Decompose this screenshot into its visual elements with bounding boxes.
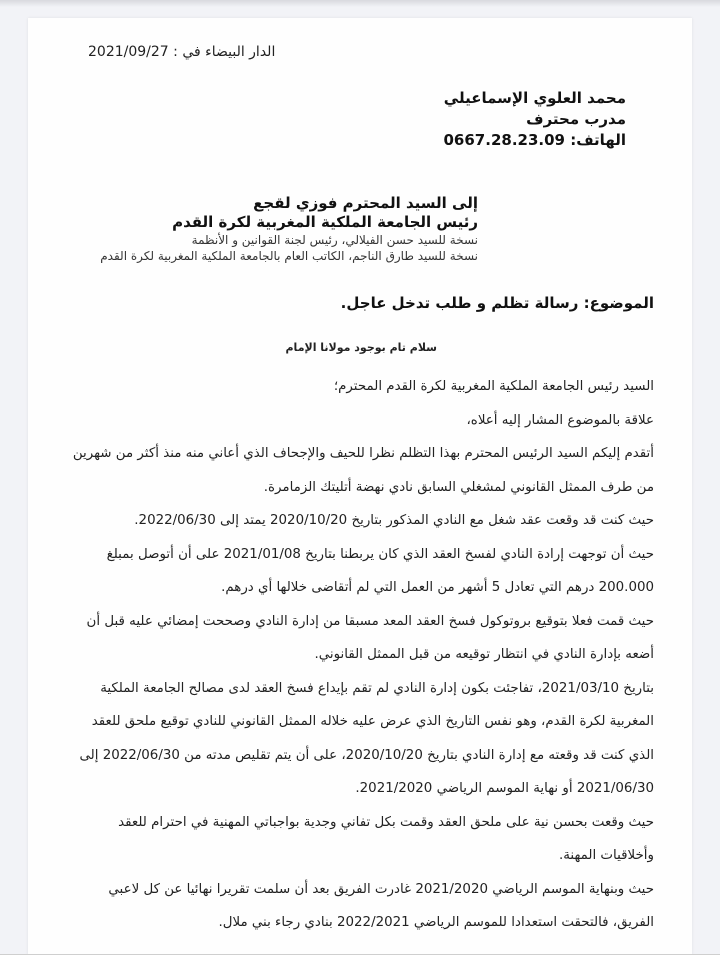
viewer-top-bar (0, 0, 720, 7)
body-paragraph: حيث قمت فعلا بتوقيع بروتوكول فسخ العقد المعد مسبقا من إدارة النادي وصححت إمضائي عليه قبل أن أضعه بإدارة النادي في انتظار توقيعه من قبل الممثل القانوني. (86, 613, 654, 662)
letter-body (64, 370, 654, 940)
greeting-line: سلام تام بوجود مولانا الإمام (285, 341, 437, 354)
body-paragraph: حيث وبنهاية الموسم الرياضي 2021/2020 غادرت الفريق بعد أن سلمت تقريرا نهائيا عن كل لاعبي الفريق، فالتحقت استعدادا للموسم الرياضي 2022/2021 بنادي رجاء بني ملال. (108, 881, 654, 930)
sender-name: محمد العلوي الإسماعيلي (443, 89, 626, 107)
body-paragraph: علاقة بالموضوع المشار إليه أعلاه، (466, 412, 654, 428)
cc-line-1: نسخة للسيد حسن الفيلالي، رئيس لجنة القوانين و الأنظمة (191, 233, 478, 247)
subject-line: الموضوع: رسالة تظلم و طلب تدخل عاجل. (340, 294, 654, 312)
date-line: الدار البيضاء في : 2021/09/27 (88, 44, 276, 60)
body-paragraph: أتقدم إليكم السيد الرئيس المحترم بهذا التظلم نظرا للحيف والإجحاف الذي أعاني منه منذ أكثر من شهرين من طرف الممثل القانوني لمشغلي السابق نادي نهضة أتليتك الزمامرة. (72, 446, 654, 495)
body-paragraph: حيث كنت قد وقعت عقد شغل مع النادي المذكور بتاريخ 2020/10/20 يمتد إلى 2022/06/30. (134, 513, 654, 528)
body-paragraph: السيد رئيس الجامعة الملكية المغربية لكرة القدم المحترم؛ (333, 379, 654, 394)
body-paragraph: حيث وقعت بحسن نية على ملحق العقد وقمت بكل تفاني وجدية بواجباتي المهنية في احترام للعقد وأخلاقيات المهنة. (118, 814, 654, 863)
cc-line-2: نسخة للسيد طارق الناجم، الكاتب العام بالجامعة الملكية المغربية لكرة القدم (100, 249, 478, 263)
sender-block (444, 88, 627, 151)
sender-phone: الهاتف: 0667.28.23.09 (443, 131, 626, 149)
document-page (28, 18, 692, 955)
recipient-line-2: رئيس الجامعة الملكية المغربية لكرة القدم (172, 213, 478, 231)
body-paragraph: حيث أن توجهت إرادة النادي لفسخ العقد الذي كان يربطنا بتاريخ 2021/01/08 على أن أتوصل بمبلغ 200.000 درهم التي تعادل 5 أشهر من العمل التي لم أتقاضى خلالها أي درهم. (106, 546, 654, 595)
recipient-block (100, 194, 478, 264)
sender-title: مدرب محترف (526, 110, 626, 128)
body-paragraph: بتاريخ 2021/03/10، تفاجئت بكون إدارة النادي لم تقم بإيداع فسخ العقد لدى مصالح الجامعة الملكية المغربية لكرة القدم، وهو نفس التاريخ الذي عرض عليه خلاله الممثل القانوني للنادي توقيع ملحق للعقد الذي كنت قد وقعته مع إدارة النادي بتاريخ 2020/10/20، على أن يتم تقليص مدته من 2022/06/30 إلى 2021/06/30 أو نهاية الموسم الرياضي 2021/2020. (79, 680, 654, 796)
recipient-line-1: إلى السيد المحترم فوزي لقجع (253, 194, 478, 212)
